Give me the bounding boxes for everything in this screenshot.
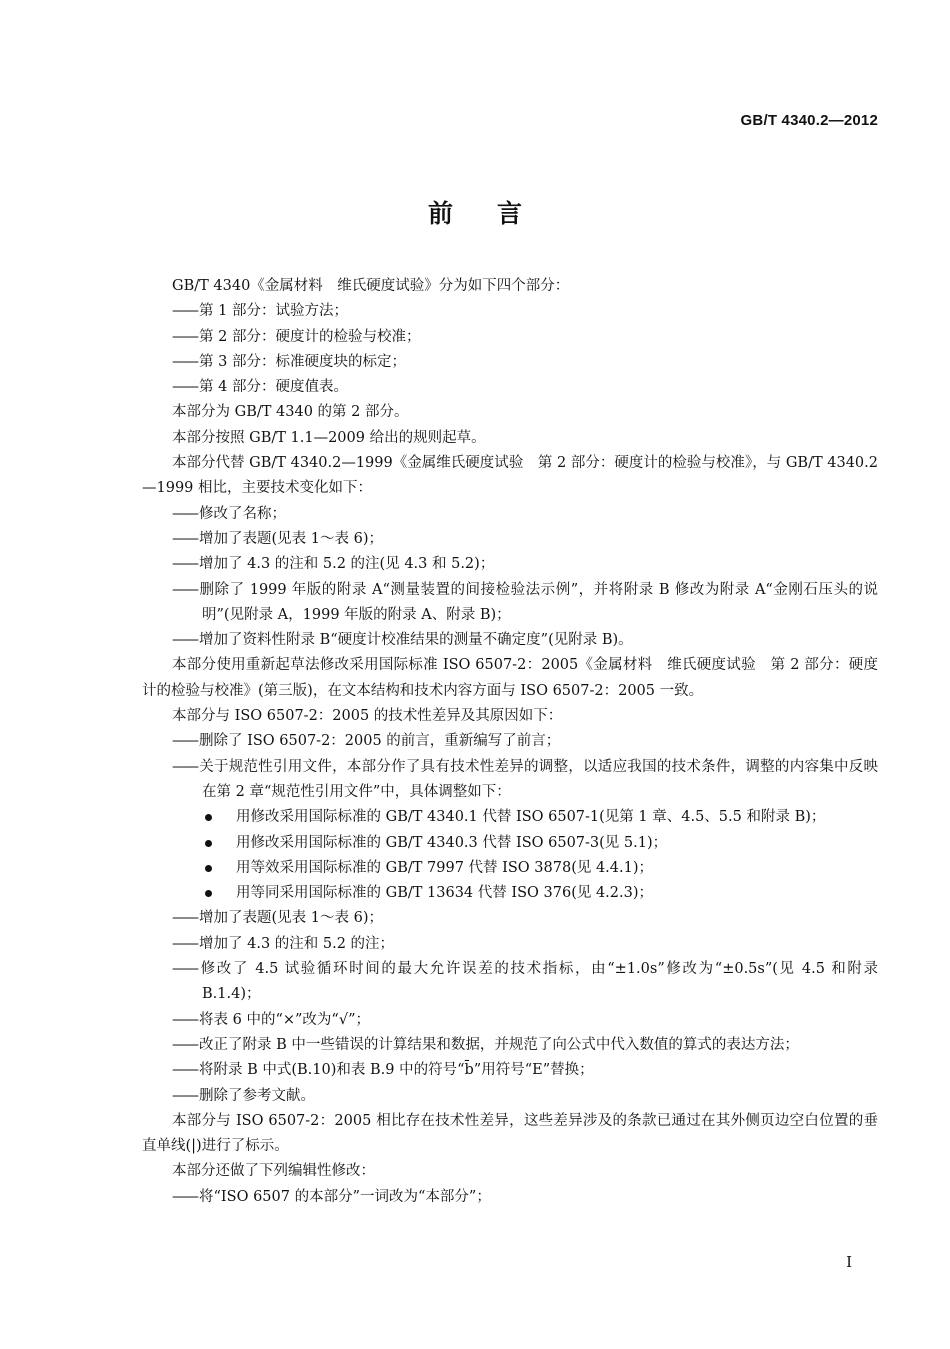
dash-item-text: 增加了表题(见表 1～表 6)；: [199, 530, 383, 547]
dash-marker: ——: [172, 733, 197, 750]
dash-item-text: 修改了名称；: [199, 505, 286, 522]
paragraph: 本部分与 ISO 6507-2：2005 的技术性差异及其原因如下：: [172, 708, 563, 725]
dash-marker: ——: [172, 353, 197, 370]
dash-marker: ——: [172, 581, 197, 598]
dash-item-text: 增加了资料性附录 B“硬度计校准结果的测量不确定度”(见附录 B)。: [199, 632, 633, 649]
paragraph: 本部分为 GB/T 4340 的第 2 部分。: [172, 404, 409, 421]
dash-item: [142, 325, 878, 350]
dash-marker: ——: [172, 530, 197, 547]
paragraph: GB/T 4340《金属材料 维氏硬度试验》分为如下四个部分：: [172, 278, 570, 294]
dash-item-text: 将附录 B 中式(B.10)和表 B.9 中的符号“b̄”用符号“E”替换；: [199, 1062, 594, 1079]
bullet-item: 用修改采用国际标准的 GB/T 4340.3 代替 ISO 6507-3(见 5.1)；: [142, 831, 878, 856]
dash-marker: ——: [172, 379, 197, 396]
dash-item: [142, 957, 878, 1008]
paragraph: 本部分还做了下列编辑性修改：: [172, 1163, 375, 1180]
dash-item-text: 第 2 部分：硬度计的检验与校准；: [199, 328, 421, 345]
page-number: I: [846, 1253, 852, 1271]
dash-item: [142, 932, 878, 957]
dash-item-text: 第 4 部分：硬度值表。: [199, 379, 348, 396]
dash-marker: ——: [172, 910, 197, 927]
dash-item-text: 第 3 部分：标准硬度块的标定；: [199, 353, 406, 370]
paragraph: 本部分代替 GB/T 4340.2—1999《金属维氏硬度试验 第 2 部分：硬度计的检验与校准》，与 GB/T 4340.2—1999 相比，主要技术变化如下：: [142, 455, 878, 497]
dash-marker: ——: [172, 961, 197, 978]
dash-item-text: 删除了 ISO 6507-2：2005 的前言，重新编写了前言；: [199, 733, 561, 750]
dash-item: [142, 729, 878, 754]
dash-item-text: 增加了表题(见表 1～表 6)；: [199, 910, 383, 927]
dash-marker: ——: [172, 1011, 197, 1028]
dash-marker: ——: [172, 303, 197, 320]
document-body: [142, 274, 878, 1210]
dash-item: [142, 1033, 878, 1058]
dash-item: [142, 502, 878, 527]
dash-item-text: 改正了附录 B 中一些错误的计算结果和数据，并规范了向公式中代入数值的算式的表达方法；: [199, 1036, 799, 1053]
dash-marker: ——: [172, 505, 197, 522]
dash-item: [142, 527, 878, 552]
dash-item-text: 增加了 4.3 的注和 5.2 的注(见 4.3 和 5.2)；: [199, 556, 495, 573]
dash-item-text: 关于规范性引用文件，本部分作了具有技术性差异的调整，以适应我国的技术条件，调整的内容集中反映在第 2 章“规范性引用文件”中，具体调整如下：: [199, 758, 878, 800]
paragraph: 本部分与 ISO 6507-2：2005 相比存在技术性差异，这些差异涉及的条款已通过在其外侧页边空白位置的垂直单线(|)进行了标示。: [142, 1112, 878, 1155]
bullet-item: 用等效采用国际标准的 GB/T 7997 代替 ISO 3878(见 4.4.1)；: [142, 856, 878, 881]
dash-item: [142, 1008, 878, 1033]
dash-item: [142, 628, 878, 653]
dash-item: [142, 755, 878, 806]
page-title: 前言: [427, 199, 566, 228]
dash-marker: ——: [172, 556, 197, 573]
dash-item-text: 修改了 4.5 试验循环时间的最大允许误差的技术指标，由“±1.0s”修改为“±0.5s”(见 4.5 和附录 B.1.4)；: [199, 961, 878, 1003]
dash-marker: ——: [172, 1188, 197, 1205]
dash-item-text: 第 1 部分：试验方法；: [199, 303, 348, 320]
dash-item: [142, 299, 878, 324]
dash-item-text: 删除了 1999 年版的附录 A“测量装置的间接检验法示例”，并将附录 B 修改为附录 A“金刚石压头的说明”(见附录 A，1999 年版的附录 A、附录 B)；: [199, 581, 878, 623]
bullet-item: 用等同采用国际标准的 GB/T 13634 代替 ISO 376(见 4.2.3)；: [142, 881, 878, 906]
dash-item: [142, 906, 878, 931]
dash-item: [142, 1084, 878, 1109]
bullet-item: 用修改采用国际标准的 GB/T 4340.1 代替 ISO 6507-1(见第 1 章、4.5、5.5 和附录 B)；: [142, 805, 878, 830]
dash-item-text: 将“ISO 6507 的本部分”一词改为“本部分”；: [199, 1188, 491, 1205]
dash-item: [142, 375, 878, 400]
dash-marker: ——: [172, 1036, 197, 1053]
dash-item-text: 将表 6 中的“×”改为“√”；: [199, 1011, 370, 1028]
paragraph: 本部分使用重新起草法修改采用国际标准 ISO 6507-2：2005《金属材料 维氏硬度试验 第 2 部分：硬度计的检验与校准》(第三版)，在文本结构和技术内容方面与 ISO 6507-2：2005 一致。: [142, 657, 878, 699]
dash-item: [142, 1058, 878, 1083]
dash-marker: ——: [172, 935, 197, 952]
dash-item: [142, 350, 878, 375]
dash-marker: ——: [172, 328, 197, 345]
dash-marker: ——: [172, 758, 197, 775]
dash-item-text: 删除了参考文献。: [199, 1087, 315, 1104]
dash-marker: ——: [172, 1062, 197, 1079]
dash-item-text: 增加了 4.3 的注和 5.2 的注；: [199, 935, 395, 952]
dash-item: [142, 552, 878, 577]
dash-item: [142, 578, 878, 629]
dash-item: [142, 1185, 878, 1210]
dash-marker: ——: [172, 1087, 197, 1104]
standard-code: GB/T 4340.2—2012: [740, 112, 878, 129]
paragraph: 本部分按照 GB/T 1.1—2009 给出的规则起草。: [172, 429, 486, 446]
dash-marker: ——: [172, 632, 197, 649]
